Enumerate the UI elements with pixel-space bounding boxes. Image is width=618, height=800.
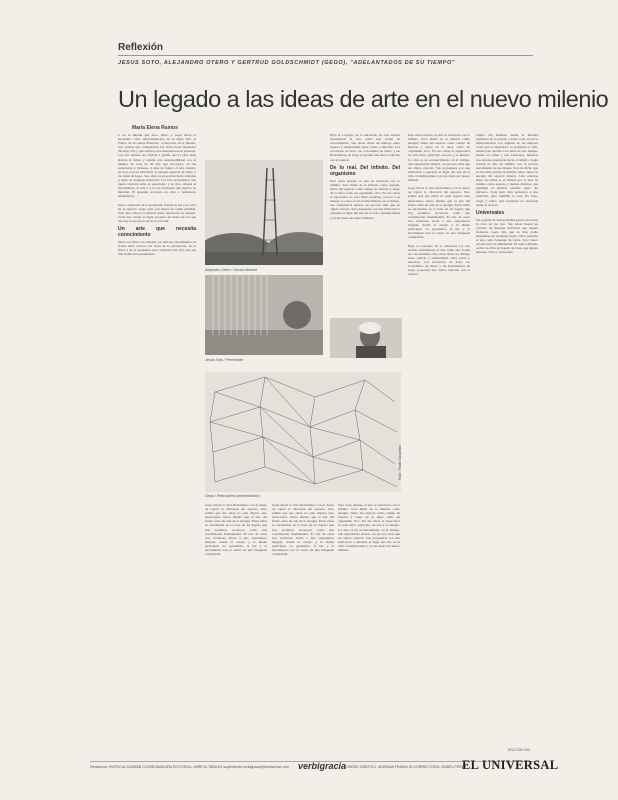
article-column-7 xyxy=(476,133,538,745)
reticularea-illustration xyxy=(205,372,401,492)
photo-soto-penetrable xyxy=(205,275,323,355)
headline: Un legado a las ideas de arte en el nuevo milenio xyxy=(118,86,609,112)
column-6-text: Para estos artistas, el arte se relaciona con lo infinito. Soto habló de la materia como energía, Otero del espacio como campo de fuerzas y Gego de la línea como un organismo vivo. En sus obras el espectador no sólo mira: participa, recorre y se integra. La obra es un acontecimiento en el tiempo, una experiencia abierta, un proceso más que un objeto cerrado. Sus propuestas son una invitación a repensar el lugar del arte en la vida contemporánea y en las ideas del nuevo milenio. xyxy=(408,133,470,183)
article-column-2 xyxy=(330,133,400,313)
column-2-text: Bajo el concepto de lo universal, los tres artistas entendieron el arte como una forma de conocimiento. Sus obras abren un diálogo entre ciencia y sensibilidad, entre razón y emoción. Los recorridos de Soto, los Coloritmos de Otero y las Reticuláreas de Gego proponen una nueva relación con el espacio. xyxy=(330,133,400,162)
column-4-text: Gego inició la obra Reticulárea con el deseo de captar la vibración del espacio. Soto señaló que sus obras no eran objetos sino situaciones. Otero afirmó que el arte del futuro sería un arte de la energía. Estas ideas se encuentran en la base de un legado que hoy podemos reconocer como una contribución fundamental. El arte de estos tres creadores invita a una experiencia integral, donde el cuerpo y la mente participan. La geometría, la luz y el movimiento son el centro de una búsqueda compartida. xyxy=(272,503,334,557)
article-column-4 xyxy=(272,503,334,753)
caption-photo-4: Gego / Reticulárea (ambientación) xyxy=(205,494,260,498)
column-1-text-b: Otero, inspirado en la geometría, trabajó la luz y el color en el espacio. Gego tejió con líneas un orden sensible. Soto hizo vibrar la materia hasta disolverla en energía. Cada uno, desde su lugar, propuso un modo de ver que aún hoy se proyecta hacia el porvenir. xyxy=(118,202,196,223)
end-mark: EDICIÓN 000 xyxy=(508,748,530,752)
photo-gego-reticularea xyxy=(205,372,401,492)
byline: María Elena Ramos xyxy=(132,125,178,131)
article-column-5 xyxy=(338,503,400,753)
column-1-text-c: Otero se refirió con claridad a la idea de conocimiento: el artista debe conocer las leyes de la percepción, de la física y de la geometría para construir una obra que sea una forma del pensamiento. xyxy=(118,240,196,257)
footer-credits-left: Redacción: PATRICIA GUZMÁN COORDINADORA EDITORIAL: MIREYA TABUAS suplemento.verbigracia@eluniversal.com xyxy=(90,765,289,769)
caption-photo-1: Alejandro Otero / Virtual vibrante xyxy=(205,268,258,272)
column-1-text: C on la mirada que Soto, Otero y Gego hacia el encuentro "Arte latinoamericano en el Siglo XX: el Futuro de los Artes Plásticas", convocado en el mundo, tres artistas que comenzaron sus obras hacia mediados del siglo XX y que aún hoy nos interpelan en el presente. Los tres artistas nos invitan a pensar que la obra debe abrirse al futuro y asumir una responsabilidad con el tiempo. Se trata de un arte que incorpora, en sus estructuras y visiones, la idea de futuro: el arte cinético de Soto con su vibración, la energía espacial de Otero y las redes de Gego. Sus obras se proyectan hacia adelante y tejen un lenguaje universal. Los tres propusieron una nueva relación entre el espectador y la obra, abierta al movimiento, al aire y a la luz, haciendo del espacio su material. El presente reconoce en ellos a verdaderos adelantados. xyxy=(118,133,196,199)
column-2-text-b: Para estos artistas, el arte se relaciona con lo infinito. Soto habló de la materia como energía, Otero del espacio como campo de fuerzas y Gego de la línea como un organismo vivo. En sus obras el espectador no sólo mira: participa, recorre y se integra. La obra es un acontecimiento en el tiempo, una experiencia abierta, un proceso más que un objeto cerrado. Sus propuestas son una invitación a repensar el lugar del arte en la vida contemporánea y en las ideas del nuevo milenio. xyxy=(330,178,400,220)
article-column-6 xyxy=(408,133,470,753)
portrait-illustration xyxy=(330,318,402,358)
caption-photo-2: Jesús Soto / Penetrable xyxy=(205,358,244,362)
column-1-subhead: Un arte que necesita conocimiento xyxy=(118,226,196,239)
column-3-text: Gego inició la obra Reticulárea con el deseo de captar la vibración del espacio. Soto señaló que sus obras no eran objetos sino situaciones. Otero afirmó que el arte del futuro sería un arte de la energía. Estas ideas se encuentran en la base de un legado que hoy podemos reconocer como una contribución fundamental. El arte de estos tres creadores invita a una experiencia integral, donde el cuerpo y la mente participan. La geometría, la luz y el movimiento son el centro de una búsqueda compartida. xyxy=(205,503,267,557)
column-6-text-b: Gego inició la obra Reticulárea con el deseo de captar la vibración del espacio. Soto señaló que sus obras no eran objetos sino situaciones. Otero afirmó que el arte del futuro sería un arte de la energía. Estas ideas se encuentran en la base de un legado que hoy podemos reconocer como una contribución fundamental. El arte de estos tres creadores invita a una experiencia integral, donde el cuerpo y la mente participan. La geometría, la luz y el movimiento son el centro de una búsqueda compartida. xyxy=(408,186,470,240)
section-label: Reflexión xyxy=(118,42,164,53)
photo-credit-side: Foto: Paolo Gasparini xyxy=(398,445,402,480)
column-5-text: Para estos artistas, el arte se relaciona con lo infinito. Soto habló de la materia como energía, Otero del espacio como campo de fuerzas y Gego de la línea como un organismo vivo. En sus obras el espectador no sólo mira: participa, recorre y se integra. La obra es un acontecimiento en el tiempo, una experiencia abierta, un proceso más que un objeto cerrado. Sus propuestas son una invitación a repensar el lugar del arte en la vida contemporánea y en las ideas del nuevo milenio. xyxy=(338,503,400,553)
column-2-subhead: De lo real. Del infinito. Del organismo xyxy=(330,164,400,177)
article-column-3 xyxy=(205,503,267,753)
tower-illustration xyxy=(205,160,323,265)
photo-otero-tower xyxy=(205,160,323,265)
verbigracia-logo: verbigracia xyxy=(298,761,347,771)
footer-credits-right: DISEÑO GRÁFICO: ADRIANA FRANKLIN CORRECTORA: ISABEL PÉREZ xyxy=(345,765,467,769)
el-universal-masthead: EL UNIVERSAL xyxy=(462,758,559,772)
article-column-1 xyxy=(118,133,196,751)
header-rule xyxy=(118,55,533,56)
column-7-subhead: Universales xyxy=(476,209,505,216)
column-6-text-c: Bajo el concepto de lo universal, los tres artistas entendieron el arte como una forma de conocimiento. Sus obras abren un diálogo entre ciencia y sensibilidad, entre razón y emoción. Los recorridos de Soto, los Coloritmos de Otero y las Reticuláreas de Gego proponen una nueva relación con el espacio. xyxy=(408,243,470,277)
photo-portrait xyxy=(330,318,402,358)
kicker: JESUS SOTO, ALEJANDRO OTERO Y GERTRUD GOLDSCHMIDT (GEGO), "ADELANTADOS DE SU TIEMPO" xyxy=(118,60,456,66)
column-7-text: campo del hombre: desde la libertad espiritual de la poesía, a sobre todo, hacia la interiorización con algunas de las mejores cosas que la naturaleza, la sociedad, la urbe, tienen para decirle a los seres de este tiempo. Desde un orden y una estructura, nuestros tres artistas apuntaron hacia el infinito. Gego trabajó la idea de infinito con la precisa herramienta de sus manos. Soto ha dicho que el arte debe abrirse al infinito. Otero buscó la energía del espacio abierto. Una relación entre sus ideas es el interés por la idea de infinito como espacio y tiempo abiertos, que permiten al hombre sentirse parte del universo. Toda gran obra pertenece a una tradición, pero también la crea. En Soto, Gego y Otero esta tradición es renovada desde la ciencia. xyxy=(476,133,538,207)
penetrable-illustration xyxy=(205,275,323,355)
column-7-text-b: Un espíritu de universalidad parece atravesar la obra de los tres. Sus obras tienen un carácter de mensaje universal que supera fronteras. Gego dijo que su obra podía entenderse en cualquier lugar. Otero pensaba el arte como lenguaje de todos. Soto buscó un arte para la humanidad. El nuevo milenio recibe de ellos un legado de ideas que siguen abiertas, vivas y necesarias. xyxy=(476,217,538,255)
